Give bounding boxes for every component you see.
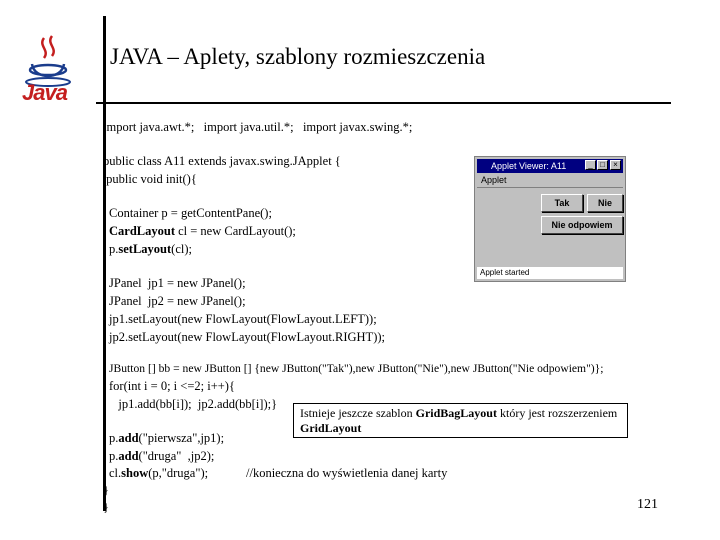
code-add-second-args: ("druga" ,jp2); xyxy=(138,449,215,463)
code-for-loop: for(int i = 0; i <=2; i++){ xyxy=(109,379,235,393)
code-show-obj: cl. xyxy=(109,466,122,480)
note-gridbaglayout: GridBagLayout xyxy=(415,406,497,420)
code-buttons: JButton [] bb = new JButton [] {new JButton("Tak"),new JButton("Nie"),new JButton("Nie odpowiem")}; xyxy=(109,362,604,375)
note-box xyxy=(293,403,628,438)
note-text-c: który jest rozszerzeniem xyxy=(496,406,618,420)
code-setlayout-obj: p. xyxy=(109,242,119,256)
code-setlayout-method: setLayout xyxy=(118,242,172,256)
code-add-first-method: add xyxy=(118,431,139,445)
applet-viewer-window xyxy=(474,156,626,282)
page-number: 121 xyxy=(637,497,658,512)
code-show-comment: //konieczna do wyświetlenia danej karty xyxy=(246,466,448,480)
note-gridlayout: GridLayout xyxy=(300,421,362,435)
note-text-a: Istnieje jeszcze szablon xyxy=(300,406,416,420)
code-close-brace-1: } xyxy=(103,483,109,497)
nie-odpowiem-button[interactable]: Nie odpowiem xyxy=(541,216,623,234)
code-add-first-obj: p. xyxy=(109,431,119,445)
code-jp1-layout: jp1.setLayout(new FlowLayout(FlowLayout.LEFT)); xyxy=(109,312,377,326)
code-show xyxy=(109,464,208,482)
vertical-divider xyxy=(103,16,106,511)
code-add-second xyxy=(109,447,214,465)
code-close-brace-2: } xyxy=(103,500,109,514)
code-jp1: JPanel jp1 = new JPanel(); xyxy=(109,276,246,290)
code-container: Container p = getContentPane(); xyxy=(109,206,272,220)
code-cardlayout-rest: cl = new CardLayout(); xyxy=(174,224,296,238)
code-setlayout-args: (cl); xyxy=(171,242,192,256)
code-jp2-layout: jp2.setLayout(new FlowLayout(FlowLayout.RIGHT)); xyxy=(109,330,385,344)
tak-button[interactable]: Tak xyxy=(541,194,583,212)
maximize-button[interactable]: □ xyxy=(597,160,608,170)
code-show-method: show xyxy=(121,466,149,480)
code-setlayout xyxy=(109,240,192,258)
applet-titlebar xyxy=(477,159,623,173)
code-add-loop: jp1.add(bb[i]); jp2.add(bb[i]);} xyxy=(109,397,278,411)
close-button[interactable]: × xyxy=(610,160,621,170)
code-imports: import java.awt.*; import java.util.*; import javax.swing.*; xyxy=(103,120,413,134)
code-add-second-obj: p. xyxy=(109,449,119,463)
minimize-button[interactable]: _ xyxy=(585,160,596,170)
code-add-second-method: add xyxy=(118,449,139,463)
code-add-first xyxy=(109,429,224,447)
nie-button[interactable]: Nie xyxy=(587,194,623,212)
applet-status-bar: Applet started xyxy=(477,267,623,279)
code-add-first-args: ("pierwsza",jp1); xyxy=(138,431,225,445)
applet-content xyxy=(477,187,623,270)
code-class-decl: public class A11 extends javax.swing.JApplet { xyxy=(103,154,341,168)
java-logo-text: Java xyxy=(22,80,67,105)
applet-window-title: Applet Viewer: A11 xyxy=(491,161,567,171)
code-cardlayout xyxy=(109,222,296,240)
code-init-decl: public void init(){ xyxy=(103,172,197,186)
code-jp2: JPanel jp2 = new JPanel(); xyxy=(109,294,246,308)
applet-menu[interactable]: Applet xyxy=(481,175,507,185)
code-show-args: (p,"druga"); xyxy=(148,466,209,480)
code-cardlayout-keyword: CardLayout xyxy=(109,224,175,238)
page-title: JAVA – Aplety, szablony rozmieszczenia xyxy=(110,44,486,69)
horizontal-divider xyxy=(96,102,671,104)
